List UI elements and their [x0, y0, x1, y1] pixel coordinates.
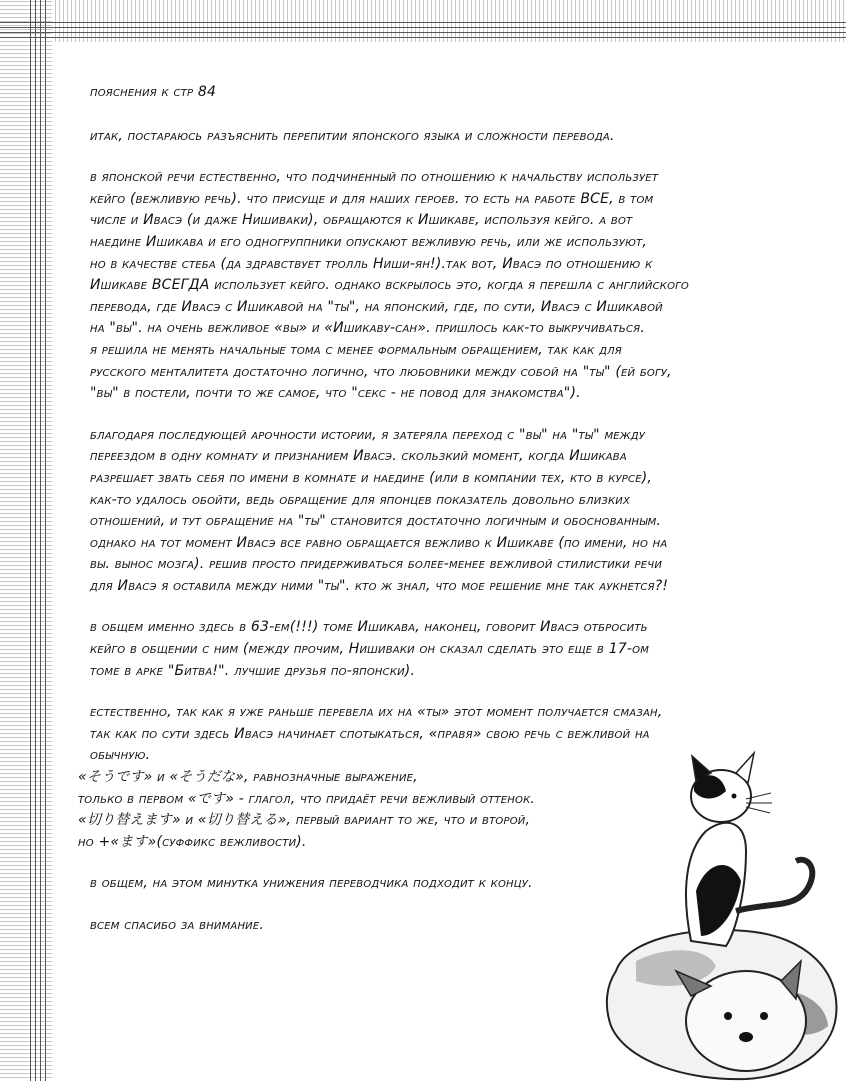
paragraph-thanks: всем спасибо за внимание.	[90, 917, 265, 933]
paragraph-smeared: естественно, так как я уже раньше перевела их на «ты» этот момент получается смазан, так как по сути здесь Ивасэ начинает спотыкаться, «правя» свою речь с вежливой на обычную.	[90, 704, 663, 764]
border-line	[35, 0, 36, 1081]
paragraph-volume-63: в общем именно здесь в 63-ем(!!!) томе Ишикава, наконец, говорит Ивасэ отбросить кейго в общении с ним (между прочим, Нишиваки он сказал сделать это еще в 17-ом томе в арке "Битва!". лучшие друзья по-японски).	[90, 619, 650, 679]
paragraph-transition: благодаря последующей арочности истории, я затеряла переход с "вы" на "ты" между переездом в одну комнату и признанием Ивасэ. скользкий момент, когда Ишикава разрешает звать себя по имени в комнате и наедине (или в компании тех, кто в курсе), как-то удалось обойти, ведь обращение для японцев показатель довольно близких отношений, и тут обращение на "ты" становится достаточно логичным и обоснованным. однако на тот момент Ивасэ все равно обращается вежливо к Ишикаве (по имени, но на вы. вынос мозга). решив просто придерживаться более-менее вежливой стилистики речи для Ивасэ я оставила между ними "ты". кто ж знал, что мое решение мне так аукнется?!	[90, 426, 669, 594]
border-line	[0, 32, 846, 33]
page-title: пояснения к стр 84	[90, 84, 217, 100]
border-line	[40, 0, 41, 1081]
plaid-top-hatch	[0, 0, 846, 42]
border-line	[0, 27, 846, 28]
cat-and-dog-icon	[596, 741, 846, 1081]
paragraph-conclusion: в общем, на этом минутка унижения переводчика подходит к концу.	[90, 875, 533, 892]
paragraph-intro: итак, постараюсь разъяснить перепитии японского языка и сложности перевода.	[90, 127, 615, 144]
border-line	[0, 37, 846, 38]
border-line	[45, 0, 46, 1081]
paragraph-japanese-examples: «そうです» и «そうだな», равнозначные выражение, только в первом «です» - глагол, что придаёт речи вежливый оттенок. «切り替えます» и «切り替える», первый вариант то же, что и второй, но +«ます»(суффикс вежливости).	[78, 769, 536, 850]
border-line	[30, 0, 31, 1081]
border-line	[0, 22, 846, 23]
paragraph-keigo: в японской речи естественно, что подчиненный по отношению к начальству использует кейго (вежливую речь). что присуще и для наших героев. то есть на работе ВСЕ, в том числе и Ивасэ (и даже Нишиваки), обращаются к Ишикаве, используя кейго. а вот наедине Ишикава и его одногруппники опускают вежливую речь, или же используют, но в качестве стеба (да здравствует тролль Ниши-ян!).так вот, Ивасэ по отношению к Ишикаве ВСЕГДА использует кейго. однако вскрылось это, когда я перешла с английского перевода, где Ивасэ с Ишикавой на "ты", на японский, где, по сути, Ивасэ с Ишикавой на "вы". на очень вежливое «вы» и «Ишикаву-сан». пришлось как-то выкручиваться. я решила не менять начальные тома с менее формальным обращением, так как для русского менталитета достаточно логично, что любовники между собой на "ты" (ей богу, "вы" в постели, почти то же самое, что "секс - не повод для знакомства").	[90, 169, 690, 402]
